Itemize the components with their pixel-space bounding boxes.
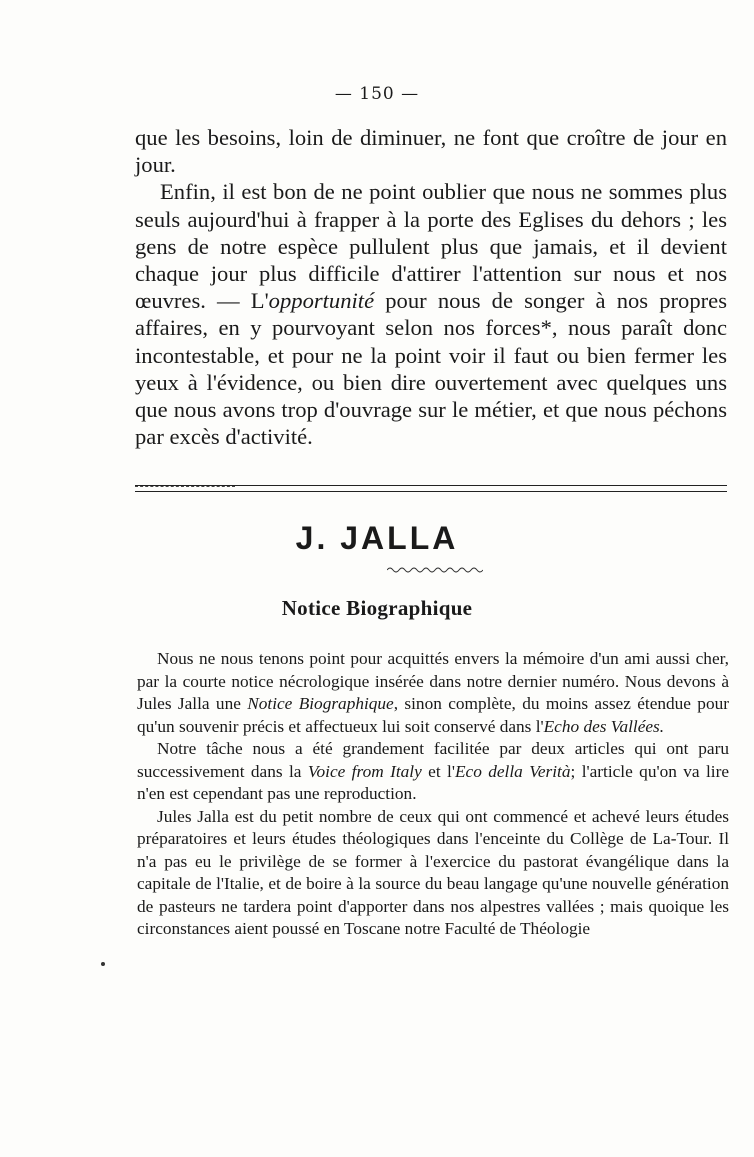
- paragraph-notice: [137, 648, 729, 738]
- paragraph-text: et l': [421, 761, 455, 781]
- italic-title: Notice Biographique: [247, 694, 394, 713]
- paragraph-biography: Jules Jalla est du petit nombre de ceux qui ont commencé et achevé leurs études préparatoires et leurs études théologiques dans l'enceinte du Collège de La-Tour. Il n'a pas eu le privilège de se former à l'exercice du pastorat évangélique dans la capitale de l'Italie, et de boire à la source du beau langage qu'une nouvelle génération de pasteurs ne tardera point d'apporter dans nos alpestres vallées ; mais quoique les circonstances aient poussé en Toscane notre Faculté de Théologie: [137, 806, 729, 938]
- paragraph-enfin: [135, 178, 727, 450]
- wavy-ornament: [387, 566, 483, 574]
- paragraph-articles: [137, 738, 729, 806]
- divider-accent: [135, 486, 235, 489]
- paragraph-text: , sinon complète, du moins assez étendue pour qu'un souvenir précis et affectueux lui soit conservé dans l': [137, 694, 729, 736]
- italic-word: opportunité: [268, 288, 375, 314]
- paragraph-text: pour nous de songer à nos propres affaires, en y pourvoyant selon nos forces*, nous paraît donc incontestable, et pour ne la point voir il faut ou bien fermer les yeux à l'évidence, ou bien dire ouvertement avec quelques uns que nous avons trop d'ouvrage sur le métier, et que nous péchons par excès d'activité.: [135, 288, 727, 450]
- italic-title: Echo des Vallées.: [543, 716, 665, 736]
- ink-speck: [101, 962, 105, 966]
- paragraph-continuation: que les besoins, loin de diminuer, ne font que croître de jour en jour.: [135, 125, 727, 178]
- paragraph-text: Enfin, il est bon de ne point oublier que nous ne sommes plus seuls aujourd'hui à frapper à la porte des Eglises du dehors ; les gens de notre espèce pullulent plus que jamais, et il devient chaque jour plus difficile d'attirer l'attention sur nous et nos œuvres. — L': [135, 179, 727, 314]
- paragraph-text: Notre tâche nous a été grandement facilitée par deux articles qui ont paru successivement dans la: [137, 739, 729, 781]
- page-number: — 150 —: [334, 84, 420, 104]
- article-title: J. JALLA: [295, 520, 459, 556]
- lower-text-block: [137, 648, 729, 941]
- italic-title: Voice from Italy: [307, 761, 422, 781]
- upper-text-block: [135, 124, 727, 450]
- paragraph-text: Nous ne nous tenons point pour acquittés envers la mémoire d'un ami aussi cher, par la courte notice nécrologique insérée dans notre dernier numéro. Nous devons à Jules Jalla une: [137, 649, 729, 713]
- paragraph-text: ; l'article qu'on va lire n'en est cependant pas une reproduction.: [137, 761, 729, 803]
- italic-title: Eco della Verità: [454, 761, 571, 781]
- article-subtitle: Notice Biographique: [281, 596, 473, 620]
